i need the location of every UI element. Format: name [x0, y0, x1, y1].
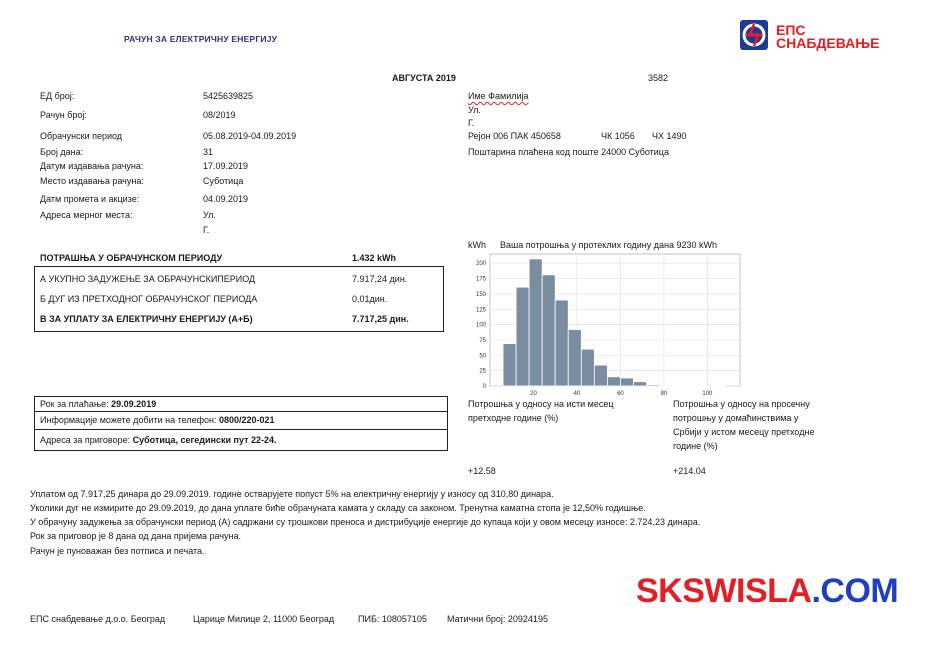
comparison-text: претходне године (%) — [468, 413, 559, 423]
histogram-bar — [673, 385, 686, 386]
total-label-v: В ЗА УПЛАТУ ЗА ЕЛЕКТРИЧНУ ЕНЕРГИЈУ (А+Б) — [40, 314, 253, 324]
field-value: Ул. — [203, 210, 216, 220]
y-tick-label: 25 — [479, 368, 486, 375]
consumption-value: 1.432 kWh — [352, 253, 397, 263]
total-label-b: Б ДУГ ИЗ ПРЕТХОДНОГ ОБРАЧУНСКОГ ПЕРИОДА — [40, 294, 258, 304]
eps-emblem-icon — [736, 18, 772, 52]
total-label-a: А УКУПНО ЗАДУЖЕЊЕ ЗА ОБРАЧУНСКИПЕРИОД — [40, 274, 256, 284]
watermark-com: COM — [820, 572, 899, 610]
comparison-text: потрошњу у домаћинствима у — [673, 413, 799, 423]
billing-month: АВГУСТА 2019 — [392, 73, 456, 83]
customer-city: Г. — [468, 118, 475, 128]
phone-label: Информације можете добити на телефон: — [40, 415, 220, 425]
field-value: 04.09.2019 — [203, 194, 249, 204]
footer-mb: Матични број: 20924195 — [447, 614, 548, 624]
field-label: Рачун број: — [40, 110, 87, 120]
histogram-bar — [607, 377, 620, 386]
document-title: РАЧУН ЗА ЕЛЕКТРИЧНУ ЕНЕРГИЈУ — [124, 34, 278, 44]
chart-ylabel: kWh — [468, 240, 486, 250]
postage-info: Поштарина плаћена код поште 24000 Суботица — [468, 147, 669, 157]
field-value: 17.09.2019 — [203, 161, 249, 171]
histogram-bar — [660, 385, 673, 386]
divider — [35, 429, 447, 430]
footer-company: ЕПС снабдевање д.о.о. Београд — [30, 614, 166, 624]
footer-address: Царице Милице 2, 11000 Београд — [193, 614, 335, 624]
field-label: Адреса мерног места: — [40, 210, 133, 220]
x-tick-label: 60 — [617, 391, 624, 397]
total-value-b: 0,01дин. — [352, 294, 388, 304]
field-value: 31 — [203, 147, 214, 157]
x-tick-label: 20 — [530, 391, 537, 397]
field-value: 05.08.2019-04.09.2019 — [203, 131, 297, 141]
histogram-bar — [647, 385, 660, 386]
y-tick-label: 150 — [475, 291, 486, 298]
y-tick-label: 75 — [479, 337, 486, 344]
histogram-bar — [503, 344, 516, 386]
comparison-value: +214.04 — [673, 466, 706, 476]
due-date — [40, 399, 156, 409]
complaint-label: Адреса за приговоре: — [40, 435, 133, 445]
watermark-dot: . — [811, 572, 821, 610]
comparison-text: године (%) — [673, 441, 718, 451]
y-tick-label: 100 — [475, 322, 486, 329]
field-label: Обрачунски период — [40, 131, 123, 141]
note-line: Рок за приговор је 8 дана од дана пријема рачуна. — [30, 531, 241, 541]
chart-title: Ваша потрошња у протеклих годину дана 9230 kWh — [500, 240, 718, 250]
total-value-v: 7.717,25 дин. — [352, 314, 409, 324]
histogram-bar — [699, 385, 712, 386]
note-line: Уплатом од 7.917,25 динара до 29.09.2019. године остварујете попуст 5% на електричну енергију у износу од 310,80 динара. — [30, 489, 554, 499]
customer-ck: ЧК 1056 — [601, 131, 635, 141]
field-label: Датм промета и акцизе: — [40, 194, 140, 204]
bill-code: 3582 — [648, 73, 669, 83]
y-tick-label: 50 — [479, 353, 486, 360]
histogram-bar — [542, 275, 555, 386]
histogram-bar — [633, 382, 646, 386]
histogram-bar — [594, 365, 607, 386]
x-tick-label: 80 — [660, 391, 668, 397]
watermark-text: SKSWISLA — [636, 572, 812, 610]
histogram-bar — [620, 378, 633, 386]
comparison-text: Потрошња у односу на исти месец — [468, 399, 614, 409]
phone-info — [40, 415, 275, 425]
due-date-label: Рок за плаћање: — [40, 399, 112, 409]
logo-line-2: СНАБДЕВАЊЕ — [776, 35, 880, 51]
histogram-bar — [568, 330, 581, 386]
customer-region: Рејон 006 ПАК 450658 — [468, 131, 561, 141]
watermark — [636, 572, 898, 611]
consumption-histogram — [466, 250, 746, 398]
field-value: 5425639825 — [203, 91, 254, 101]
comparison-text: Потрошња у односу на просечну — [673, 399, 810, 409]
field-label: Број дана: — [40, 147, 84, 157]
field-label: Место издавања рачуна: — [40, 176, 144, 186]
phone-value: 0800/220-021 — [219, 415, 275, 425]
field-label: ЕД број: — [40, 91, 75, 101]
histogram-bar — [516, 287, 529, 386]
footer-pib: ПИБ: 108057105 — [358, 614, 427, 624]
due-date-value: 29.09.2019 — [111, 399, 157, 409]
customer-street: Ул. — [468, 105, 481, 115]
divider — [35, 411, 447, 412]
histogram-bar — [555, 300, 568, 386]
histogram-bar — [529, 259, 542, 386]
consumption-label: ПОТРАШЊА У ОБРАЧУНСКОМ ПЕРИОДУ — [40, 253, 223, 263]
field-value: Суботица — [203, 176, 244, 186]
y-tick-label: 125 — [475, 307, 486, 314]
field-label: Датум издавања рачуна: — [40, 161, 144, 171]
field-value-2: Г. — [203, 225, 210, 235]
y-tick-label: 0 — [482, 384, 486, 390]
note-line: Уколики дуг не измирите до 29.09.2019, до дана уплате биће обрачуната камата у складу са законом. Тренутна каматна стопа је 12,50% годишње. — [30, 503, 646, 513]
customer-chx: ЧХ 1490 — [652, 131, 687, 141]
x-tick-label: 40 — [573, 391, 581, 397]
totals-box — [34, 266, 444, 332]
customer-name: Име Фамилија — [468, 91, 529, 101]
comparison-value: +12.58 — [468, 466, 496, 476]
x-tick-label: 100 — [702, 391, 713, 397]
eps-logo — [736, 18, 880, 54]
payment-box — [34, 396, 448, 451]
field-value: 08/2019 — [203, 110, 236, 120]
note-line: У обрачуну задужења за обрачунски период (А) садржани су трошкови преноса и дистрибуције енергије до купаца који у овом месецу износе: 2.724,23 динара. — [30, 517, 701, 527]
comparison-text: Србији у истом месецу претходне — [673, 427, 815, 437]
complaint-value: Суботица, сегедински пут 22-24. — [132, 435, 277, 445]
complaint-info — [40, 435, 277, 445]
total-value-a: 7.917,24 дин. — [352, 274, 408, 284]
note-line: Рачун је пуноважан без потписа и печата. — [30, 546, 205, 556]
y-tick-label: 175 — [475, 276, 486, 283]
histogram-bar — [712, 385, 725, 386]
histogram-bar — [686, 385, 699, 386]
histogram-bar — [581, 349, 594, 386]
y-tick-label: 200 — [475, 261, 486, 268]
logo-line-1: ЕПС — [776, 22, 806, 38]
